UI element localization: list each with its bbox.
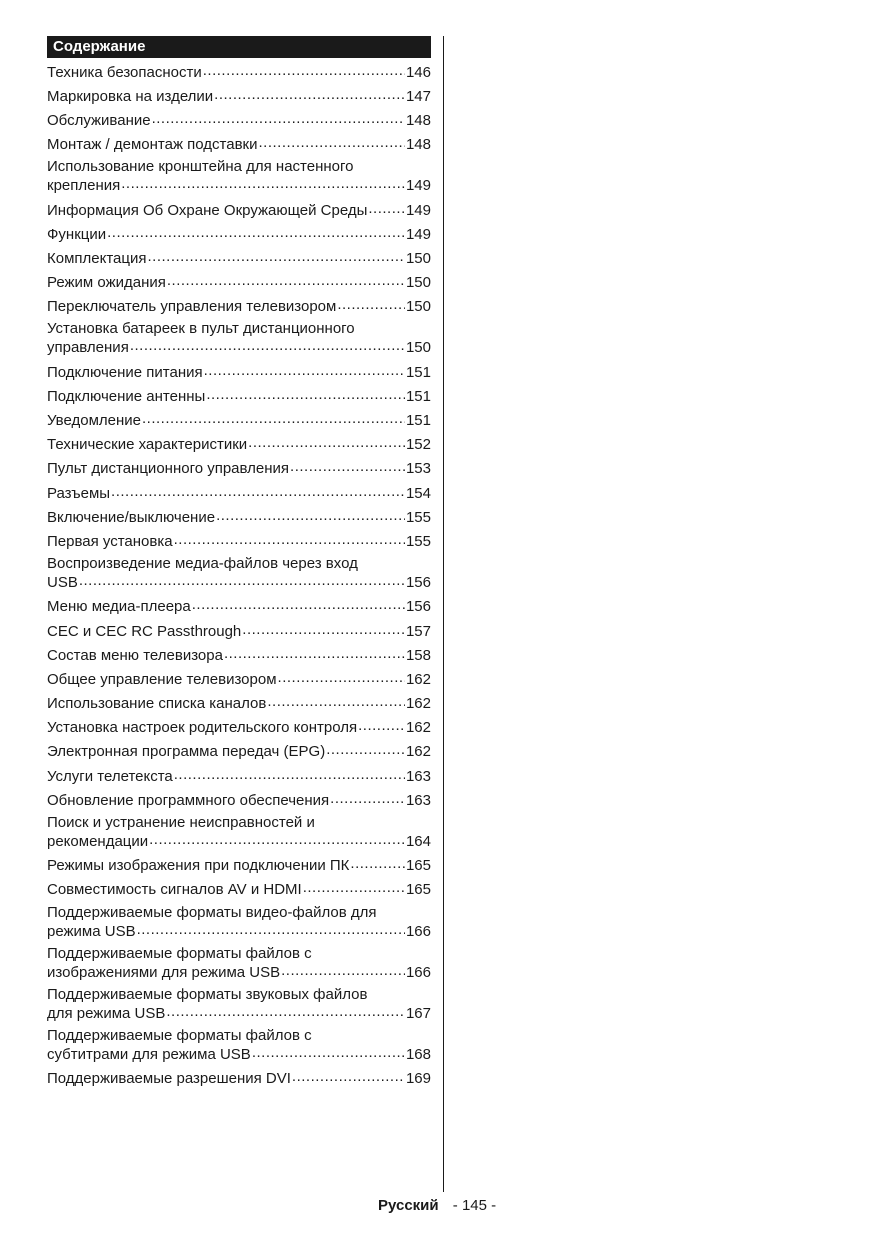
toc-entry-title: управления: [47, 339, 129, 357]
column-divider: [443, 36, 444, 1192]
toc-entry-page: 151: [405, 412, 431, 430]
toc-entry[interactable]: [47, 666, 431, 690]
dot-leader: [326, 741, 405, 756]
dot-leader: [174, 531, 405, 546]
toc-entry-page: 146: [405, 63, 431, 81]
toc-entry-line: [47, 362, 431, 381]
dot-leader: [174, 766, 405, 781]
toc-entry-title: Общее управление телевизором: [47, 670, 277, 688]
toc-entry-line: [47, 921, 431, 940]
toc-entry-page: 163: [405, 767, 431, 785]
toc-entry[interactable]: [47, 553, 431, 594]
toc-entry-title: Услуги телетекста: [47, 767, 173, 785]
toc-entry-list: [47, 59, 431, 1090]
toc-entry-page: 153: [405, 460, 431, 478]
toc-entry-line: [47, 572, 431, 591]
toc-entry-page: 166: [405, 963, 431, 981]
toc-entry-line: [47, 717, 431, 736]
toc-entry-line: [47, 1044, 431, 1063]
toc-entry-page: 162: [405, 719, 431, 737]
dot-leader: [204, 362, 405, 377]
toc-entry-page: 149: [405, 177, 431, 195]
toc-entry[interactable]: [47, 294, 431, 318]
toc-entry-title: Информация Об Охране Окружающей Среды: [47, 201, 368, 219]
dot-leader: [350, 855, 405, 870]
toc-entry-page: 162: [405, 743, 431, 761]
toc-entry-title: Состав меню телевизора: [47, 646, 223, 664]
toc-entry-page: 149: [405, 225, 431, 243]
dot-leader: [242, 621, 405, 636]
toc-entry-title-line: Поддерживаемые форматы файлов с: [47, 944, 312, 962]
toc-entry-line: [47, 386, 431, 405]
toc-entry-title: субтитрами для режима USB: [47, 1046, 251, 1064]
toc-entry-line: [47, 790, 431, 809]
toc-entry[interactable]: [47, 270, 431, 294]
toc-entry[interactable]: [47, 432, 431, 456]
toc-entry[interactable]: [47, 787, 431, 811]
toc-entry-page: 148: [405, 111, 431, 129]
toc-entry-line: [47, 110, 431, 129]
toc-entry[interactable]: [47, 853, 431, 877]
toc-entry-line: [47, 1068, 431, 1087]
toc-entry[interactable]: [47, 691, 431, 715]
toc-entry-page: 150: [405, 298, 431, 316]
toc-entry-title-line: Поддерживаемые форматы видео-файлов для: [47, 903, 377, 921]
footer-language: Русский: [378, 1197, 439, 1214]
toc-entry-title: Техника безопасности: [47, 63, 202, 81]
toc-entry-page: 163: [405, 791, 431, 809]
dot-leader: [216, 507, 405, 522]
toc-entry-page: 164: [405, 833, 431, 851]
toc-entry-title: Подключение антенны: [47, 387, 206, 405]
toc-entry[interactable]: [47, 739, 431, 763]
dot-leader: [259, 134, 405, 149]
toc-entry[interactable]: [47, 504, 431, 528]
toc-entry-page: 166: [405, 922, 431, 940]
toc-entry-line: [47, 175, 431, 194]
toc-entry[interactable]: [47, 197, 431, 221]
toc-entry[interactable]: [47, 1066, 431, 1090]
toc-entry[interactable]: [47, 942, 431, 983]
toc-entry-title: Поддерживаемые разрешения DVI: [47, 1070, 291, 1088]
toc-entry-page: 162: [405, 670, 431, 688]
toc-entry-title: Включение/выключение: [47, 508, 216, 526]
toc-entry-page: 162: [405, 695, 431, 713]
dot-leader: [252, 1044, 405, 1059]
toc-entry-line: [47, 483, 431, 502]
toc-entry-page: 151: [405, 387, 431, 405]
toc-entry-title-line: Использование кронштейна для настенного: [47, 158, 354, 176]
toc-entry-title: Монтаж / демонтаж подставки: [47, 136, 258, 154]
toc-entry[interactable]: [47, 811, 431, 852]
dot-leader: [137, 921, 405, 936]
toc-entry-title: Первая установка: [47, 532, 173, 550]
toc-entry-title: Меню медиа-плеера: [47, 598, 191, 616]
dot-leader: [267, 693, 405, 708]
toc-entry-title: Совместимость сигналов AV и HDMI: [47, 881, 302, 899]
toc-entry-line: [47, 962, 431, 981]
toc-entry-page: 167: [405, 1004, 431, 1022]
dot-leader: [206, 386, 405, 401]
toc-entry-line: [47, 134, 431, 153]
toc-entry-page: 156: [405, 598, 431, 616]
toc-entry-title: Подключение питания: [47, 363, 203, 381]
toc-entry-page: 158: [405, 646, 431, 664]
dot-leader: [192, 596, 405, 611]
dot-leader: [248, 434, 405, 449]
dot-leader: [281, 962, 405, 977]
toc-entry[interactable]: [47, 594, 431, 618]
toc-entry-title: Пульт дистанционного управления: [47, 460, 290, 478]
toc-entry[interactable]: [47, 983, 431, 1024]
toc-entry-title: Уведомление: [47, 412, 142, 430]
toc-entry-page: 150: [405, 249, 431, 267]
toc-entry-page: 151: [405, 363, 431, 381]
dot-leader: [79, 572, 405, 587]
toc-entry-title: Функции: [47, 225, 107, 243]
toc-entry[interactable]: [47, 59, 431, 83]
toc-entry-line: [47, 200, 431, 219]
dot-leader: [147, 248, 404, 263]
toc-entry-title: для режима USB: [47, 1004, 166, 1022]
toc-entry-line: [47, 531, 431, 550]
toc-entry-title: режима USB: [47, 922, 136, 940]
toc-entry-line: [47, 62, 431, 81]
dot-leader: [224, 645, 405, 660]
dot-leader: [368, 200, 405, 215]
toc-entry-page: 155: [405, 508, 431, 526]
toc-entry-page: 156: [405, 574, 431, 592]
dot-leader: [142, 410, 405, 425]
toc-entry-line: [47, 86, 431, 105]
toc-entry-line: [47, 596, 431, 615]
toc-entry[interactable]: [47, 156, 431, 197]
toc-entry-line: [47, 1003, 431, 1022]
toc-entry-title: Обслуживание: [47, 111, 151, 129]
toc-entry[interactable]: [47, 359, 431, 383]
toc-entry[interactable]: [47, 107, 431, 131]
toc-entry-title-line: Установка батареек в пульт дистанционного: [47, 320, 355, 338]
dot-leader: [107, 224, 405, 239]
dot-leader: [358, 717, 405, 732]
toc-entry-title: рекомендации: [47, 833, 149, 851]
toc-entry-title: CEC и CEC RC Passthrough: [47, 622, 242, 640]
toc-entry-title: Использование списка каналов: [47, 695, 267, 713]
toc-entry-title: изображениями для режима USB: [47, 963, 281, 981]
toc-entry[interactable]: [47, 528, 431, 552]
toc-entry-page: 165: [405, 881, 431, 899]
toc-entry-title: Технические характеристики: [47, 436, 248, 454]
toc-entry-title: Переключатель управления телевизором: [47, 298, 337, 316]
toc-entry-page: 150: [405, 274, 431, 292]
toc-entry-line: [47, 224, 431, 243]
toc-entry-title: Электронная программа передач (EPG): [47, 743, 326, 761]
toc-entry-line: [47, 434, 431, 453]
footer-page-number: - 145 -: [452, 1197, 497, 1214]
dot-leader: [130, 337, 405, 352]
toc-entry[interactable]: [47, 618, 431, 642]
dot-leader: [203, 62, 405, 77]
toc-entry-line: [47, 831, 431, 850]
toc-entry-line: [47, 272, 431, 291]
toc-entry-page: 165: [405, 857, 431, 875]
toc-entry[interactable]: [47, 318, 431, 359]
toc-entry-line: [47, 621, 431, 640]
dot-leader: [278, 669, 405, 684]
dot-leader: [167, 272, 405, 287]
toc-entry-line: [47, 766, 431, 785]
toc-entry[interactable]: [47, 132, 431, 156]
dot-leader: [290, 458, 405, 473]
toc-entry-title: Маркировка на изделии: [47, 87, 214, 105]
toc-entry-line: [47, 855, 431, 874]
toc-entry-page: 147: [405, 87, 431, 105]
dot-leader: [337, 296, 405, 311]
toc-entry[interactable]: [47, 480, 431, 504]
toc-entry-title: Разъемы: [47, 484, 111, 502]
toc-entry-title: Режим ожидания: [47, 274, 166, 292]
toc-entry-line: [47, 248, 431, 267]
toc-entry-line: [47, 645, 431, 664]
toc-entry[interactable]: [47, 245, 431, 269]
toc-entry-title: Обновление программного обеспечения: [47, 791, 330, 809]
toc-entry[interactable]: [47, 407, 431, 431]
toc-entry[interactable]: [47, 383, 431, 407]
dot-leader: [149, 831, 405, 846]
dot-leader: [166, 1003, 405, 1018]
toc-entry-line: [47, 741, 431, 760]
toc-entry-title: USB: [47, 574, 78, 592]
toc-entry-title-line: Воспроизведение медиа-файлов через вход: [47, 555, 358, 573]
toc-entry[interactable]: [47, 1025, 431, 1066]
toc-entry-title: Комплектация: [47, 249, 147, 267]
toc-entry-line: [47, 296, 431, 315]
toc-entry-page: 169: [405, 1070, 431, 1088]
toc-entry-title: Установка настроек родительского контроля: [47, 719, 358, 737]
dot-leader: [111, 483, 405, 498]
toc-entry-line: [47, 458, 431, 477]
toc-entry-title: Режимы изображения при подключении ПК: [47, 857, 350, 875]
toc-entry-line: [47, 337, 431, 356]
toc-entry-title-line: Поиск и устранение неисправностей и: [47, 814, 315, 832]
table-of-contents: [47, 36, 431, 1090]
dot-leader: [214, 86, 405, 101]
toc-entry-page: 168: [405, 1046, 431, 1064]
toc-entry-page: 154: [405, 484, 431, 502]
dot-leader: [121, 175, 405, 190]
toc-entry[interactable]: [47, 221, 431, 245]
toc-entry-line: [47, 669, 431, 688]
toc-entry[interactable]: [47, 83, 431, 107]
toc-entry[interactable]: [47, 763, 431, 787]
toc-entry-line: [47, 410, 431, 429]
toc-entry-title-line: Поддерживаемые форматы звуковых файлов: [47, 985, 368, 1003]
toc-entry-line: [47, 693, 431, 712]
toc-entry-line: [47, 879, 431, 898]
dot-leader: [330, 790, 405, 805]
toc-entry-page: 150: [405, 339, 431, 357]
dot-leader: [152, 110, 405, 125]
toc-entry[interactable]: [47, 642, 431, 666]
toc-entry[interactable]: [47, 456, 431, 480]
toc-entry-page: 149: [405, 201, 431, 219]
toc-entry-title-line: Поддерживаемые форматы файлов с: [47, 1027, 312, 1045]
page-footer: [378, 1197, 496, 1214]
toc-title: Содержание: [47, 36, 431, 58]
toc-entry-page: 148: [405, 136, 431, 154]
toc-entry-page: 157: [405, 622, 431, 640]
toc-entry[interactable]: [47, 715, 431, 739]
toc-entry-line: [47, 507, 431, 526]
dot-leader: [292, 1068, 405, 1083]
dot-leader: [303, 879, 405, 894]
toc-entry-title: крепления: [47, 177, 121, 195]
toc-entry-page: 152: [405, 436, 431, 454]
toc-entry[interactable]: [47, 877, 431, 901]
toc-entry[interactable]: [47, 901, 431, 942]
toc-entry-page: 155: [405, 532, 431, 550]
